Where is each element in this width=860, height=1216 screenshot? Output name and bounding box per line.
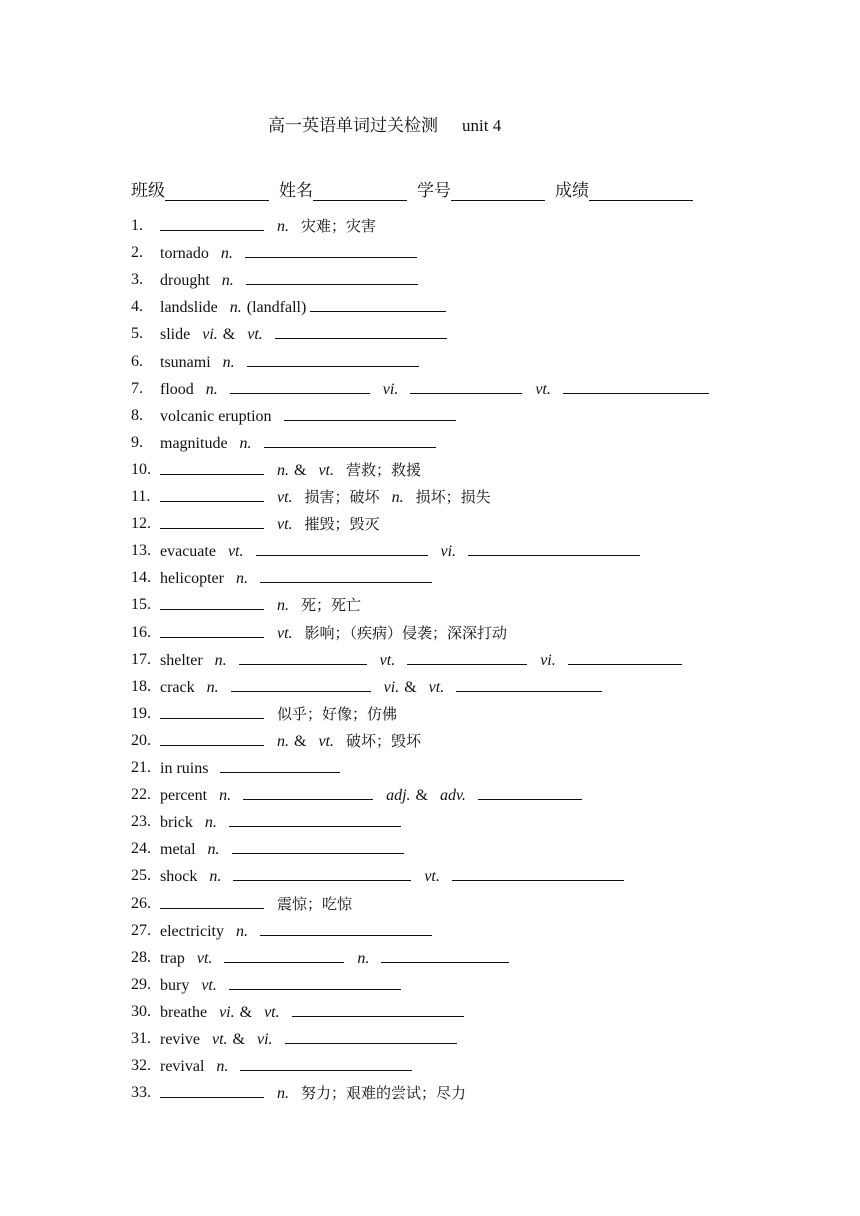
english-word: flood (160, 380, 194, 398)
part-of-speech: n. (229, 299, 242, 317)
english-word: metal (160, 841, 196, 859)
item-content (160, 865, 625, 888)
part-of-speech: vt. (264, 1003, 280, 1021)
text-fragment: (landfall) (246, 299, 307, 317)
item-content (160, 757, 341, 780)
answer-blank[interactable] (239, 649, 367, 665)
text-fragment: & (404, 678, 417, 696)
part-of-speech: n. (222, 353, 235, 371)
chinese-meaning: 影响；（疾病）侵袭；深深打动 (304, 623, 508, 642)
part-of-speech: n. (239, 434, 252, 452)
text-fragment: & (232, 1031, 245, 1048)
answer-blank[interactable] (275, 323, 447, 339)
text-fragment: & (294, 732, 307, 750)
score-label: 成绩 (555, 181, 589, 200)
part-of-speech: n. (205, 380, 218, 398)
text-fragment: & (239, 1003, 253, 1021)
part-of-speech: vt. (247, 326, 263, 344)
chinese-meaning: 损害；破坏 (304, 488, 380, 506)
part-of-speech: vt. (535, 380, 551, 398)
answer-blank[interactable] (224, 947, 344, 963)
item-number: 13. (131, 542, 151, 560)
answer-blank[interactable] (220, 757, 340, 773)
item-content (160, 730, 421, 753)
english-word: shelter (160, 651, 203, 669)
chinese-meaning: 灾难；灾害 (301, 217, 377, 235)
item-content (160, 486, 491, 509)
chinese-meaning: 震惊；吃惊 (277, 894, 353, 913)
item-number: 18. (131, 677, 151, 695)
answer-blank[interactable] (231, 676, 371, 692)
title-text: 高一英语单词过关检测 (268, 116, 438, 135)
item-number: 3. (131, 271, 143, 289)
item-content (160, 459, 421, 482)
item-content (160, 1082, 466, 1105)
part-of-speech: n. (207, 841, 220, 859)
english-word: breathe (160, 1003, 208, 1021)
item-content (160, 378, 710, 401)
english-word: landslide (160, 299, 218, 317)
answer-blank[interactable] (243, 784, 373, 800)
item-content (160, 893, 352, 916)
part-of-speech: n. (391, 489, 404, 506)
part-of-speech: adv. (439, 787, 466, 805)
item-number: 25. (131, 867, 151, 885)
answer-blank[interactable] (260, 920, 432, 936)
english-word: brick (160, 814, 193, 832)
score-blank[interactable] (589, 182, 693, 201)
item-content (160, 1028, 458, 1051)
english-word: crack (160, 678, 195, 696)
chinese-meaning: 破坏；毁坏 (346, 731, 422, 750)
part-of-speech: vt. (277, 489, 293, 506)
answer-blank[interactable] (285, 1028, 457, 1044)
english-word: trap (160, 949, 185, 967)
answer-blank[interactable] (284, 405, 456, 421)
item-content (160, 594, 361, 617)
english-word: percent (160, 787, 208, 805)
answer-blank[interactable] (160, 459, 264, 475)
number-blank[interactable] (451, 182, 545, 201)
part-of-speech: n. (219, 787, 232, 805)
item-number: 29. (131, 975, 151, 993)
text-fragment: & (222, 326, 236, 344)
item-number: 23. (131, 813, 151, 831)
answer-blank[interactable] (240, 1055, 412, 1071)
part-of-speech: vt. (227, 543, 244, 561)
item-number: 16. (131, 623, 151, 641)
part-of-speech: vi. (202, 326, 218, 344)
chinese-meaning: 努力；艰难的尝试；尽力 (301, 1084, 467, 1103)
english-word: drought (160, 272, 210, 290)
answer-blank[interactable] (160, 730, 264, 746)
answer-blank[interactable] (246, 269, 418, 285)
answer-blank[interactable] (160, 215, 264, 231)
item-content (160, 513, 380, 536)
answer-blank[interactable] (381, 947, 509, 963)
answer-blank[interactable] (160, 622, 264, 638)
part-of-speech: vt. (277, 516, 293, 534)
answer-blank[interactable] (407, 649, 527, 665)
item-number: 33. (131, 1084, 151, 1102)
item-number: 1. (131, 217, 143, 234)
part-of-speech: vi. (382, 380, 399, 398)
item-content (160, 405, 457, 428)
part-of-speech: vt. (428, 678, 445, 696)
item-content (160, 269, 419, 292)
item-number: 24. (131, 840, 151, 858)
answer-blank[interactable] (452, 865, 624, 881)
part-of-speech: vt. (379, 651, 396, 669)
part-of-speech: n. (277, 218, 289, 235)
english-word: revive (160, 1031, 200, 1048)
item-content (160, 947, 510, 970)
item-content (160, 838, 405, 861)
item-number: 27. (131, 921, 151, 939)
text-fragment: & (415, 787, 428, 805)
item-content (160, 432, 437, 455)
chinese-meaning: 似乎；好像；仿佛 (277, 704, 398, 723)
english-word: tsunami (160, 353, 211, 371)
item-number: 10. (131, 460, 151, 478)
item-number: 32. (131, 1057, 151, 1075)
part-of-speech: n. (216, 1058, 229, 1076)
part-of-speech: adj. (386, 787, 411, 805)
part-of-speech: n. (214, 651, 227, 669)
item-number: 22. (131, 786, 151, 804)
item-content (160, 974, 402, 997)
part-of-speech: n. (206, 678, 219, 696)
part-of-speech: vt. (318, 732, 334, 750)
english-word: electricity (160, 922, 224, 940)
answer-blank[interactable] (230, 378, 370, 394)
class-blank[interactable] (165, 182, 269, 201)
english-word: revival (160, 1058, 205, 1076)
part-of-speech: n. (277, 461, 289, 479)
item-content (160, 676, 603, 699)
item-number: 14. (131, 569, 151, 587)
part-of-speech: n. (277, 597, 289, 615)
part-of-speech: vi. (256, 1031, 273, 1048)
answer-blank[interactable] (247, 351, 419, 367)
answer-blank[interactable] (160, 703, 264, 719)
item-content (160, 323, 448, 346)
item-number: 2. (131, 244, 143, 262)
answer-blank[interactable] (568, 649, 682, 665)
student-info-header (131, 176, 703, 201)
title-unit: unit 4 (462, 116, 502, 135)
item-content (160, 351, 420, 374)
item-number: 12. (131, 515, 151, 533)
english-word: slide (160, 326, 191, 344)
name-blank[interactable] (313, 182, 407, 201)
answer-blank[interactable] (160, 594, 264, 610)
english-word: evacuate (160, 543, 216, 561)
answer-blank[interactable] (256, 540, 428, 556)
part-of-speech: n. (221, 272, 234, 290)
chinese-meaning: 损坏；损失 (415, 488, 491, 506)
answer-blank[interactable] (478, 784, 582, 800)
part-of-speech: n. (277, 732, 289, 750)
chinese-meaning: 营救；救援 (346, 460, 422, 479)
class-label: 班级 (131, 181, 165, 200)
answer-blank[interactable] (310, 296, 446, 312)
item-number: 30. (131, 1002, 151, 1020)
part-of-speech: vi. (540, 651, 556, 669)
part-of-speech: vt. (196, 949, 213, 967)
item-number: 26. (131, 894, 151, 912)
part-of-speech: vt. (201, 976, 217, 994)
part-of-speech: vi. (219, 1003, 235, 1021)
item-number: 8. (131, 406, 143, 424)
part-of-speech: vt. (318, 461, 334, 479)
item-content (160, 1001, 465, 1024)
item-content (160, 215, 376, 238)
item-number: 31. (131, 1030, 151, 1047)
item-content (160, 1055, 413, 1078)
item-content (160, 703, 397, 726)
number-label: 学号 (417, 181, 451, 200)
english-word: volcanic eruption (160, 407, 272, 425)
answer-blank[interactable] (292, 1001, 464, 1017)
item-number: 17. (131, 650, 151, 668)
name-label: 姓名 (279, 181, 313, 200)
answer-blank[interactable] (456, 676, 602, 692)
part-of-speech: n. (204, 814, 217, 832)
part-of-speech: vi. (440, 543, 457, 561)
english-word: tornado (160, 245, 209, 263)
item-number: 19. (131, 704, 151, 722)
answer-blank[interactable] (229, 974, 401, 990)
item-content (160, 242, 418, 265)
answer-blank[interactable] (232, 838, 404, 854)
item-content (160, 784, 583, 807)
part-of-speech: vt. (277, 624, 293, 642)
part-of-speech: n. (357, 949, 370, 967)
english-word: in ruins (160, 760, 209, 777)
item-number: 6. (131, 352, 143, 370)
part-of-speech: n. (220, 245, 233, 263)
chinese-meaning: 死；死亡 (301, 596, 362, 615)
answer-blank[interactable] (410, 378, 522, 394)
item-content (160, 540, 641, 563)
page-title (268, 111, 501, 136)
answer-blank[interactable] (229, 811, 401, 827)
item-content (160, 649, 683, 672)
answer-blank[interactable] (160, 1082, 264, 1098)
item-number: 21. (131, 759, 151, 776)
text-fragment: & (294, 461, 307, 479)
item-number: 4. (131, 298, 143, 316)
part-of-speech: n. (209, 868, 222, 886)
part-of-speech: vi. (383, 678, 400, 696)
item-number: 15. (131, 596, 151, 614)
answer-blank[interactable] (233, 865, 411, 881)
part-of-speech: n. (235, 922, 248, 940)
item-number: 9. (131, 433, 143, 451)
item-number: 5. (131, 325, 143, 343)
item-number: 20. (131, 731, 151, 749)
answer-blank[interactable] (160, 486, 264, 502)
chinese-meaning: 摧毁；毁灭 (304, 515, 380, 534)
english-word: helicopter (160, 570, 224, 588)
english-word: magnitude (160, 434, 228, 452)
answer-blank[interactable] (160, 513, 264, 529)
answer-blank[interactable] (563, 378, 709, 394)
item-number: 28. (131, 948, 151, 966)
part-of-speech: vt. (424, 868, 440, 886)
part-of-speech: vt. (211, 1031, 228, 1048)
english-word: shock (160, 868, 198, 886)
answer-blank[interactable] (260, 567, 432, 583)
answer-blank[interactable] (160, 893, 264, 909)
item-content (160, 567, 433, 590)
item-content (160, 811, 402, 834)
answer-blank[interactable] (245, 242, 417, 258)
part-of-speech: n. (235, 570, 248, 588)
item-content (160, 622, 507, 645)
item-number: 7. (131, 379, 143, 397)
answer-blank[interactable] (264, 432, 436, 448)
item-content (160, 296, 447, 319)
item-number: 11. (131, 488, 151, 505)
english-word: bury (160, 976, 190, 994)
answer-blank[interactable] (468, 540, 640, 556)
item-content (160, 920, 433, 943)
part-of-speech: n. (277, 1085, 289, 1103)
